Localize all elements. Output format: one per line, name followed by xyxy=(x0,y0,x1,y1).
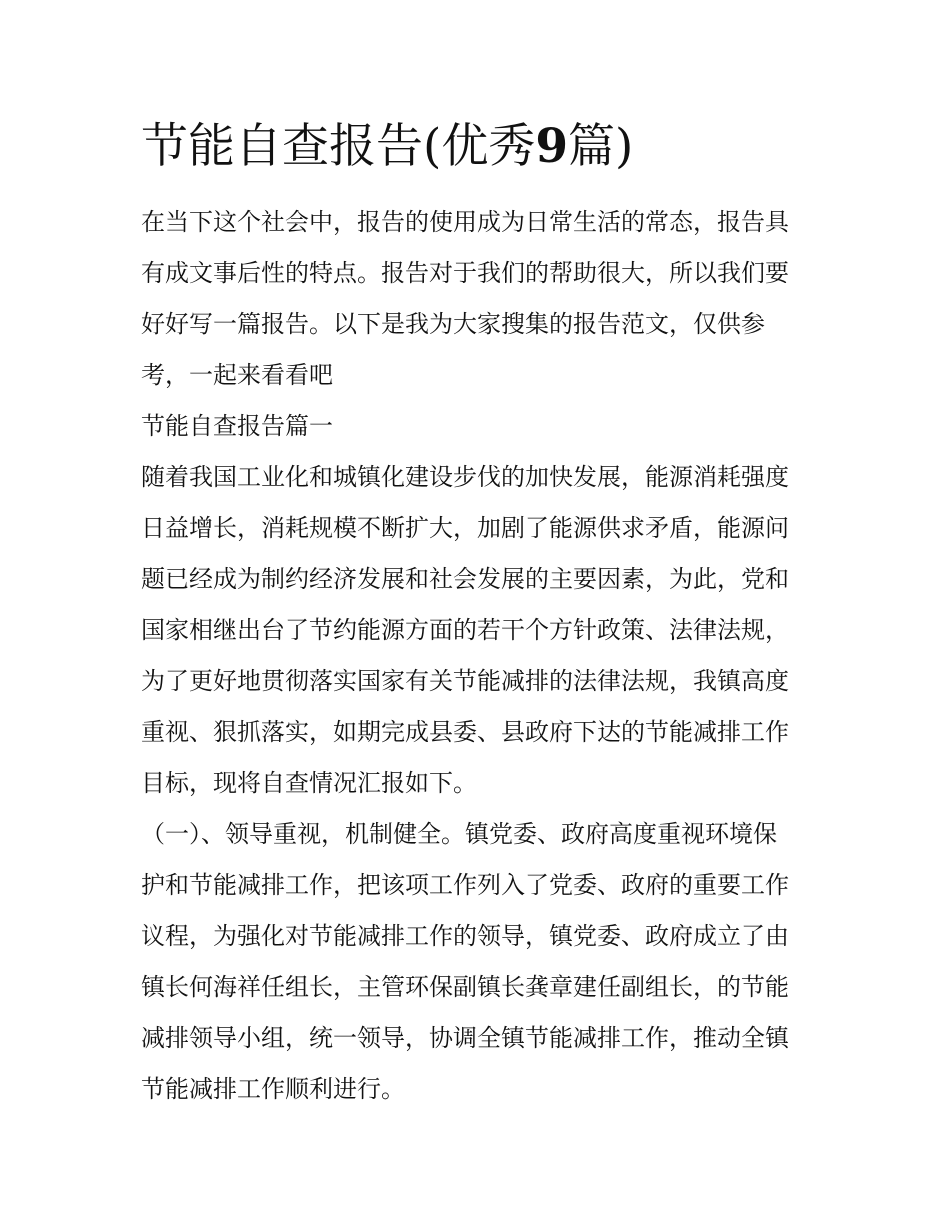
paragraph-line: 议程，为强化对节能减排工作的领导，镇党委、政府成立了由 xyxy=(141,922,789,950)
document-title xyxy=(141,116,633,178)
intro-line-2: 有成文事后性的特点。报告对于我们的帮助很大，所以我们要 xyxy=(141,259,789,287)
paragraph-line: 题已经成为制约经济发展和社会发展的主要因素，为此，党和 xyxy=(141,565,789,593)
paragraph-line: 日益增长，消耗规模不断扩大，加剧了能源供求矛盾，能源问 xyxy=(141,514,789,542)
paragraph-line: 为了更好地贯彻落实国家有关节能减排的法律法规，我镇高度 xyxy=(141,667,789,695)
paragraph-line: 目标，现将自查情况汇报如下。 xyxy=(141,769,477,797)
title-text: 节能自查报告(优秀 xyxy=(141,119,536,174)
section-heading: 节能自查报告篇一 xyxy=(141,412,333,440)
paragraph-line: 减排领导小组，统一领导，协调全镇节能减排工作，推动全镇 xyxy=(141,1024,789,1052)
paragraph-line: 国家相继出台了节约能源方面的若干个方针政策、法律法规， xyxy=(141,616,789,644)
paragraph-line: 节能减排工作顺利进行。 xyxy=(141,1075,405,1103)
paragraph-line: 随着我国工业化和城镇化建设步伐的加快发展，能源消耗强度 xyxy=(141,463,789,491)
paragraph-line: 护和节能减排工作，把该项工作列入了党委、政府的重要工作 xyxy=(141,871,789,899)
intro-line-3: 好好写一篇报告。以下是我为大家搜集的报告范文，仅供参 xyxy=(141,310,765,338)
paragraph-line: 重视、狠抓落实，如期完成县委、县政府下达的节能减排工作 xyxy=(141,718,789,746)
paragraph-line: （一）、领导重视，机制健全。镇党委、政府高度重视环境保 xyxy=(141,820,777,848)
intro-line-1: 在当下这个社会中，报告的使用成为日常生活的常态，报告具 xyxy=(141,208,789,236)
intro-line-4: 考，一起来看看吧 xyxy=(141,361,333,389)
paragraph-line: 镇长何海祥任组长，主管环保副镇长龚章建任副组长，的节能 xyxy=(141,973,789,1001)
title-number: 9 xyxy=(535,119,569,174)
title-suffix: 篇) xyxy=(568,119,634,174)
